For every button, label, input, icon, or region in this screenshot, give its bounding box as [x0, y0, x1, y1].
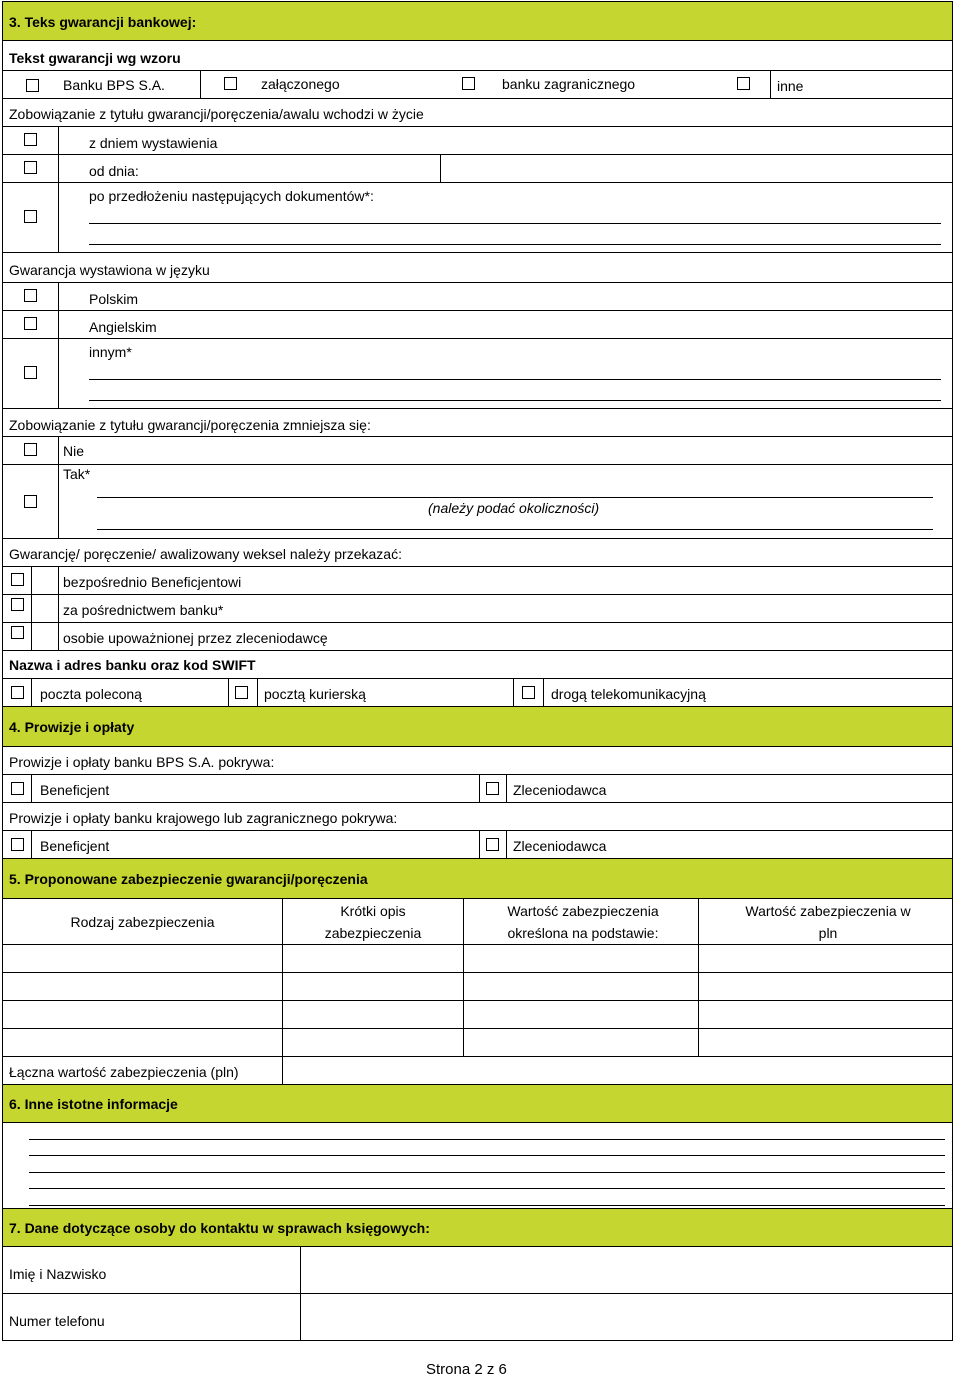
- checkbox-bps-beneficjent[interactable]: [11, 782, 24, 795]
- section-3-title: 3. Teks gwarancji bankowej:: [9, 14, 197, 30]
- contact-phone-label: Numer telefonu: [9, 1313, 105, 1329]
- security-total-row: [2, 1057, 953, 1085]
- circumstances-line-1[interactable]: [97, 497, 933, 498]
- language-option-1: [2, 283, 953, 311]
- option-po-przedlozeniu: po przedłożeniu następujących dokumentów*:: [89, 188, 374, 204]
- option-poczta-polecona: poczta poleconą: [40, 686, 142, 702]
- col-rodzaj: Rodzaj zabezpieczenia: [70, 914, 215, 930]
- swift-row: [2, 651, 953, 679]
- bps-fees-options: [2, 775, 953, 803]
- transfer-option-1: [2, 567, 953, 595]
- info-line-4[interactable]: [29, 1188, 945, 1189]
- documents-line-2[interactable]: [89, 244, 941, 245]
- option-angielskim: Angielskim: [89, 319, 157, 335]
- option-polskim: Polskim: [89, 291, 139, 307]
- checkbox-innym[interactable]: [24, 366, 37, 379]
- col-wartosc-pln: Wartość zabezpieczenia w pln: [745, 903, 911, 941]
- section-7-header: [2, 1209, 953, 1247]
- option-zalaczonego: załączonego: [261, 76, 340, 92]
- security-table-row[interactable]: [2, 1029, 953, 1057]
- checkbox-z-dniem[interactable]: [24, 133, 37, 146]
- other-info-area: [2, 1123, 953, 1209]
- language-label: Gwarancja wystawiona w języku: [9, 262, 210, 278]
- contact-phone-row: [2, 1294, 953, 1341]
- checkbox-angielskim[interactable]: [24, 317, 37, 330]
- language-line-1[interactable]: [89, 379, 941, 380]
- info-line-3[interactable]: [29, 1172, 945, 1173]
- option-z-dniem: z dniem wystawienia: [89, 135, 218, 151]
- checkbox-telekomunikacyjna[interactable]: [522, 686, 535, 699]
- info-line-5[interactable]: [29, 1205, 945, 1206]
- checkbox-banku-bps[interactable]: [26, 79, 39, 92]
- security-table-header: [2, 899, 953, 945]
- checkbox-nie[interactable]: [24, 443, 37, 456]
- option-banku-bps: Banku BPS S.A.: [63, 77, 165, 93]
- delivery-row: [2, 679, 953, 707]
- effective-option-3: [2, 183, 953, 253]
- option-nie: Nie: [63, 443, 85, 459]
- language-line-2[interactable]: [89, 400, 941, 401]
- option-bps-zleceniodawca: Zleceniodawca: [513, 782, 607, 798]
- checkbox-banku-zagranicznego[interactable]: [462, 77, 475, 90]
- checkbox-zalaczonego[interactable]: [224, 77, 237, 90]
- section-7-title: 7. Dane dotyczące osoby do kontaktu w sprawach księgowych:: [9, 1220, 430, 1236]
- other-fees-row: [2, 803, 953, 831]
- checkbox-tak[interactable]: [24, 495, 37, 508]
- effective-row: [2, 99, 953, 127]
- page-number: Strona 2 z 6: [426, 1361, 507, 1378]
- language-row: [2, 253, 953, 283]
- contact-name-field[interactable]: [301, 1247, 951, 1293]
- section-6-header: [2, 1085, 953, 1123]
- option-other-zleceniodawca: Zleceniodawca: [513, 838, 607, 854]
- option-od-dnia: od dnia:: [89, 163, 139, 179]
- option-tak: Tak*: [63, 466, 91, 482]
- option-bps-beneficjent: Beneficjent: [40, 782, 110, 798]
- section-5-title: 5. Proponowane zabezpieczenie gwarancji/poręczenia: [9, 871, 368, 887]
- section-4-title: 4. Prowizje i opłaty: [9, 719, 135, 735]
- section-5-header: [2, 859, 953, 899]
- option-banku-zagranicznego: banku zagranicznego: [502, 76, 636, 92]
- checkbox-other-beneficjent[interactable]: [11, 838, 24, 851]
- option-poczta-kurierska: pocztą kurierską: [264, 686, 366, 702]
- reduce-label: Zobowiązanie z tytułu gwarancji/poręczenia zmniejsza się:: [9, 417, 371, 433]
- checkbox-bezposrednio[interactable]: [11, 573, 24, 586]
- checkbox-osobie-upowaznionej[interactable]: [11, 626, 24, 639]
- option-za-posrednictwem: za pośrednictwem banku*: [63, 602, 224, 618]
- col-krotki-opis: Krótki opis zabezpieczenia: [324, 903, 422, 941]
- reduce-row: [2, 409, 953, 437]
- effective-label: Zobowiązanie z tytułu gwarancji/poręczenia/awalu wchodzi w życie: [9, 106, 424, 122]
- option-telekomunikacyjna: drogą telekomunikacyjną: [551, 686, 706, 702]
- section-6-title: 6. Inne istotne informacje: [9, 1096, 178, 1112]
- checkbox-poczta-polecona[interactable]: [11, 686, 24, 699]
- option-other-beneficjent: Beneficjent: [40, 838, 110, 854]
- option-innym: innym*: [89, 344, 132, 360]
- checkbox-poczta-kurierska[interactable]: [235, 686, 248, 699]
- text-template-label: Tekst gwarancji wg wzoru: [9, 50, 181, 66]
- checkbox-od-dnia[interactable]: [24, 161, 37, 174]
- security-table-row[interactable]: [2, 1001, 953, 1029]
- contact-name-row: [2, 1247, 953, 1294]
- language-option-3: [2, 339, 953, 409]
- bps-fees-row: [2, 747, 953, 775]
- transfer-row: [2, 539, 953, 567]
- other-fees-options: [2, 831, 953, 859]
- transfer-label: Gwarancję/ poręczenie/ awalizowany weksel należy przekazać:: [9, 546, 402, 562]
- bps-fees-label: Prowizje i opłaty banku BPS S.A. pokrywa:: [9, 754, 275, 770]
- section-4-header: [2, 707, 953, 747]
- effective-option-1: [2, 127, 953, 155]
- security-table-row[interactable]: [2, 973, 953, 1001]
- effective-option-2: [2, 155, 953, 183]
- col-wartosc-podstawa: Wartość zabezpieczenia określona na podstawie:: [507, 903, 659, 941]
- checkbox-polskim[interactable]: [24, 289, 37, 302]
- circumstances-note: (należy podać okoliczności): [428, 500, 600, 516]
- security-table-row[interactable]: [2, 945, 953, 973]
- security-total-label: Łączna wartość zabezpieczenia (pln): [9, 1064, 239, 1080]
- contact-phone-field[interactable]: [301, 1294, 951, 1340]
- checkbox-inne[interactable]: [737, 77, 750, 90]
- option-inne: inne: [777, 78, 804, 94]
- reduce-option-2: [2, 465, 953, 539]
- checkbox-bps-zleceniodawca[interactable]: [486, 782, 499, 795]
- documents-line-1[interactable]: [89, 223, 941, 224]
- form-page: [2, 1, 953, 1341]
- swift-label: Nazwa i adres banku oraz kod SWIFT: [9, 657, 256, 673]
- option-bezposrednio: bezpośrednio Beneficjentowi: [63, 574, 242, 590]
- checkbox-za-posrednictwem[interactable]: [11, 598, 24, 611]
- text-template-options-row: [2, 71, 953, 99]
- checkbox-po-przedlozeniu[interactable]: [24, 210, 37, 223]
- contact-name-label: Imię i Nazwisko: [9, 1266, 107, 1282]
- transfer-option-3: [2, 623, 953, 651]
- info-line-2[interactable]: [29, 1155, 945, 1156]
- info-line-1[interactable]: [29, 1139, 945, 1140]
- language-option-2: [2, 311, 953, 339]
- transfer-option-2: [2, 595, 953, 623]
- other-fees-label: Prowizje i opłaty banku krajowego lub zagranicznego pokrywa:: [9, 810, 398, 826]
- circumstances-line-2[interactable]: [97, 529, 933, 530]
- checkbox-other-zleceniodawca[interactable]: [486, 838, 499, 851]
- text-template-row: [2, 41, 953, 71]
- reduce-option-1: [2, 437, 953, 465]
- section-3-header: [2, 1, 953, 41]
- option-osobie-upowaznionej: osobie upoważnionej przez zleceniodawcę: [63, 630, 328, 646]
